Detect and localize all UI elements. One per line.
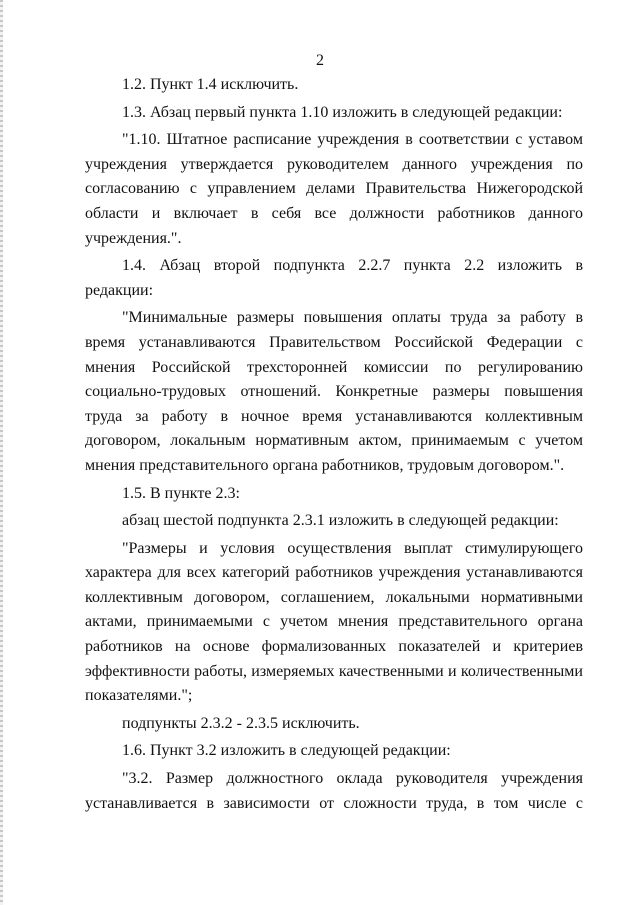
text-line: абзац шестой подпункта 2.3.1 изложить в следующей редакции:: [122, 512, 559, 530]
paragraph: [85, 482, 583, 507]
paragraph: [85, 509, 583, 534]
text-line: эффективности работы, измеряемых качественными и количественными: [85, 662, 583, 680]
text-line: характера для всех категорий работников учреждения устанавливаются: [85, 564, 583, 582]
text-line: редакции:: [85, 281, 154, 299]
text-line: 1.6. Пункт 3.2 изложить в следующей редакции:: [122, 742, 451, 760]
text-line: время устанавливаются Правительством Российской Федерации с: [85, 333, 583, 351]
paragraph: [85, 101, 583, 126]
text-line: 1.2. Пункт 1.4 исключить.: [122, 76, 299, 93]
text-line: показателями.";: [85, 687, 193, 705]
text-line: области и включает в себя все должности работников данного: [85, 204, 583, 222]
text-line: работников на основе формализованных показателей и критериев: [85, 638, 583, 656]
text-line: коллективным договором, соглашением, локальными нормативными: [85, 588, 583, 606]
text-line: подпункты 2.3.2 - 2.3.5 исключить.: [122, 714, 360, 732]
paragraph: [85, 73, 583, 98]
paragraph: [85, 306, 583, 478]
text-line: мнения представительного органа работников, трудовым договором.".: [85, 456, 565, 474]
text-line: "Минимальные размеры повышения оплаты труда за работу в: [122, 309, 583, 327]
paragraph: [85, 254, 583, 303]
scan-edge: [0, 0, 3, 905]
text-line: договором, локальным нормативным актом, принимаемым с учетом: [85, 432, 583, 450]
text-line: "3.2. Размер должностного оклада руководителя учреждения: [122, 770, 583, 788]
text-line: актами, принимаемыми с учетом мнения представительного органа: [85, 613, 583, 631]
paragraph: [85, 739, 583, 764]
text-line: социально-трудовых отношений. Конкретные размеры повышения: [85, 383, 583, 401]
paragraph: [85, 537, 583, 709]
text-line: учреждения.".: [85, 229, 182, 247]
text-line: 1.4. Абзац второй подпункта 2.2.7 пункта 2.2 изложить в: [122, 257, 583, 275]
text-line: устанавливается в зависимости от сложности труда, в том числе с: [85, 794, 583, 812]
paragraph: [85, 128, 583, 251]
text-line: труда за работу в ночное время устанавливаются коллективным: [85, 407, 583, 425]
text-line: "Размеры и условия осуществления выплат стимулирующего: [122, 539, 583, 557]
text-line: 1.3. Абзац первый пункта 1.10 изложить в следующей редакции:: [122, 103, 563, 121]
page-number: 2: [316, 52, 324, 69]
text-line: учреждения утверждается руководителем данного учреждения по: [85, 155, 583, 173]
text-line: 1.5. В пункте 2.3:: [122, 484, 240, 502]
text-line: согласованию с управлением делами Правительства Нижегородской: [85, 180, 583, 198]
paragraph: [85, 767, 583, 816]
text-line: мнения Российской трехсторонней комиссии по регулированию: [85, 358, 583, 376]
paragraph: [85, 712, 583, 737]
document-body: [85, 73, 583, 816]
text-line: "1.10. Штатное расписание учреждения в соответствии с уставом: [122, 131, 583, 149]
